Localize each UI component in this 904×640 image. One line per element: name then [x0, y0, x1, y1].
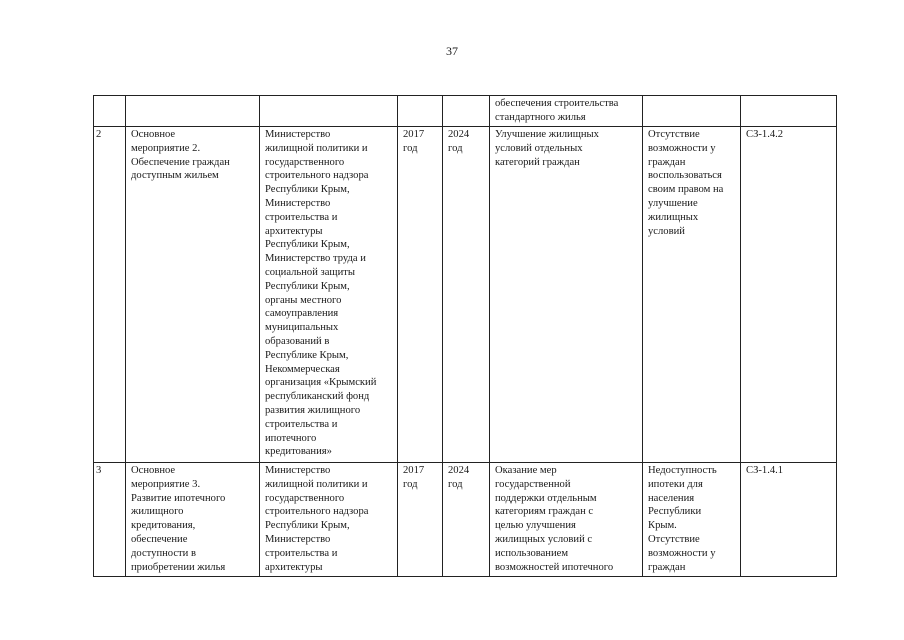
- end-year: 2024 год: [448, 465, 470, 490]
- cell-start: [398, 463, 443, 577]
- executor-text: Министерство жилищной политики и государственного строительного надзора Республики Крым, Министерство строительства и архитектуры Республики Крым, Министерство труда и социальной защиты Республики Крым, органы местного самоуправления муниципальных образований в Республике Крым, Некоммерческая организация «Крымский республиканский фонд развития жилищного строительства и ипотечного кредитования»: [265, 129, 377, 458]
- cell-start: [398, 96, 443, 127]
- measure-name: Основное мероприятие 3. Развитие ипотечного жилищного кредитования, обеспечение доступности в приобретении жилья: [131, 465, 226, 573]
- cell-name: [126, 96, 260, 127]
- cell-start: [398, 127, 443, 463]
- cell-executor: [260, 96, 398, 127]
- cell-end: [443, 96, 490, 127]
- cell-num: 2: [94, 127, 126, 463]
- cell-result: [490, 96, 643, 127]
- measures-table: [93, 95, 837, 577]
- cell-num: 3: [94, 463, 126, 577]
- cell-consequence: [643, 463, 741, 577]
- result-text: обеспечения строительства стандартного жилья: [495, 98, 619, 123]
- cell-end: [443, 463, 490, 577]
- page-number: 37: [446, 44, 458, 58]
- table-row-continuation: [94, 96, 837, 127]
- start-year: 2017 год: [403, 465, 425, 490]
- cell-indicator: [741, 96, 837, 127]
- cell-consequence: [643, 127, 741, 463]
- consequence-text: Недоступность ипотеки для населения Республики Крым. Отсутствие возможности у граждан: [648, 465, 717, 573]
- executor-text: Министерство жилищной политики и государственного строительного надзора Республики Крым, Министерство строительства и архитектуры: [265, 465, 369, 573]
- cell-executor: [260, 127, 398, 463]
- table-row: [94, 463, 837, 577]
- cell-indicator: СЗ-1.4.2: [741, 127, 837, 463]
- cell-executor: [260, 463, 398, 577]
- cell-result: [490, 127, 643, 463]
- cell-consequence: [643, 96, 741, 127]
- cell-end: [443, 127, 490, 463]
- end-year: 2024 год: [448, 129, 470, 154]
- start-year: 2017 год: [403, 129, 425, 154]
- cell-name: [126, 463, 260, 577]
- consequence-text: Отсутствие возможности у граждан воспользоваться своим правом на улучшение жилищных условий: [648, 129, 724, 237]
- cell-result: [490, 463, 643, 577]
- table-row: [94, 127, 837, 463]
- cell-indicator: СЗ-1.4.1: [741, 463, 837, 577]
- cell-num: [94, 96, 126, 127]
- result-text: Оказание мер государственной поддержки отдельным категориям граждан с целью улучшения жилищных условий с использованием возможностей ипотечного: [495, 465, 614, 573]
- measure-name: Основное мероприятие 2. Обеспечение граждан доступным жильем: [131, 129, 230, 182]
- result-text: Улучшение жилищных условий отдельных категорий граждан: [495, 129, 599, 168]
- cell-name: [126, 127, 260, 463]
